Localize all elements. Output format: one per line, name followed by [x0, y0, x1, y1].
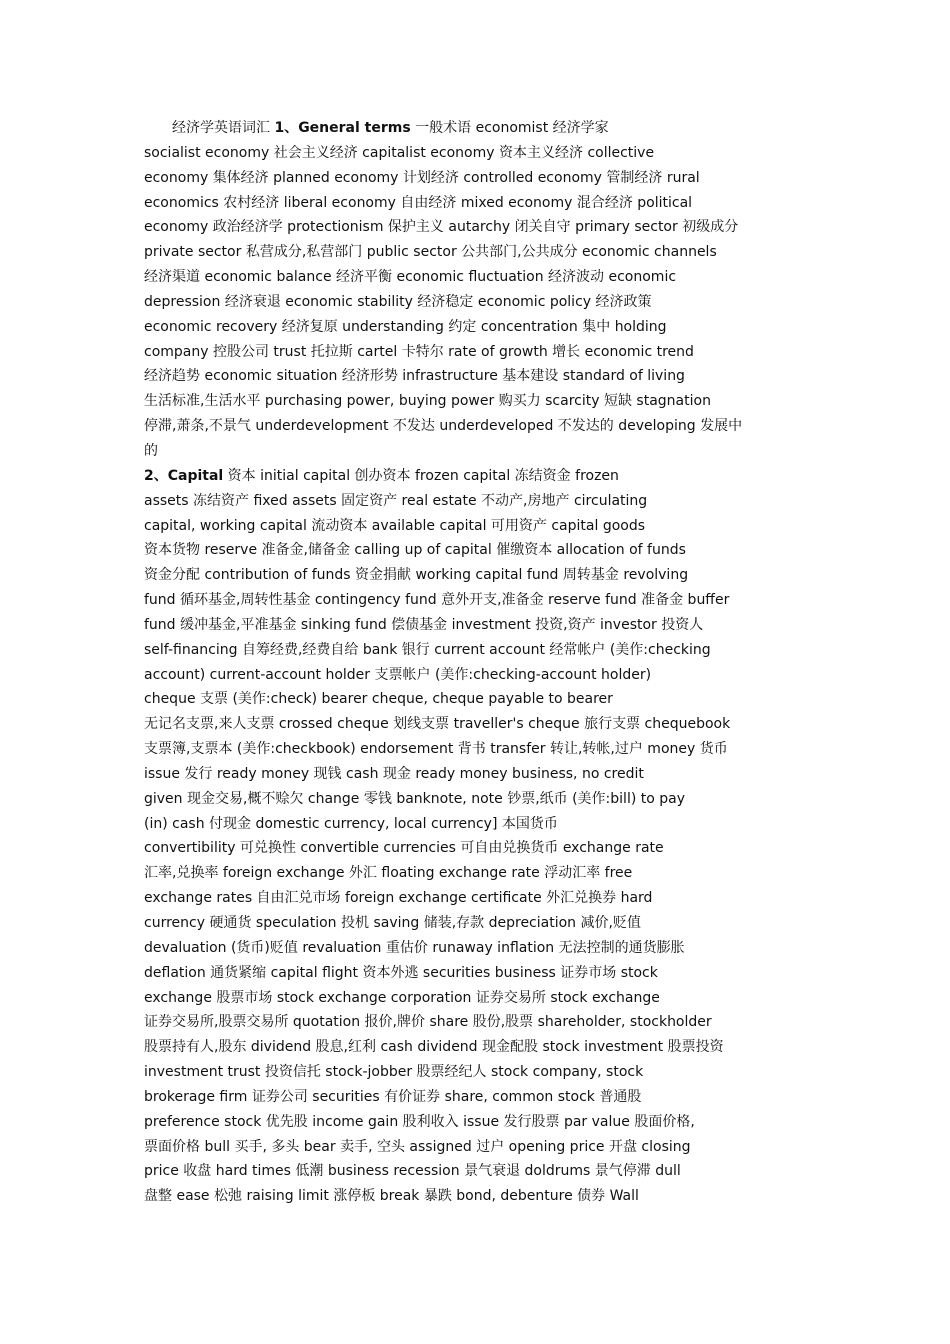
text-line — [144, 986, 812, 1011]
text-line — [144, 1035, 812, 1060]
text-line — [144, 389, 812, 414]
text-segment: (in) cash 付现金 domestic currency, local currency] 本国货币 — [144, 815, 558, 832]
text-segment: exchange 股票市场 stock exchange corporation 证券交易所 stock exchange — [144, 989, 660, 1006]
text-segment: economics 农村经济 liberal economy 自由经济 mixed economy 混合经济 political — [144, 194, 693, 211]
text-line — [144, 1159, 812, 1184]
text-segment: 资本货物 reserve 准备金,储备金 calling up of capital 催缴资本 allocation of funds — [144, 542, 686, 559]
text-line — [144, 240, 812, 265]
text-segment: self-financing 自筹经费,经费自给 bank 银行 current account 经常帐户 (美作:checking — [144, 641, 711, 658]
text-segment: price 收盘 hard times 低潮 business recession 景气衰退 doldrums 景气停滞 dull — [144, 1163, 681, 1180]
text-line — [144, 141, 812, 166]
text-segment: 支票簿,支票本 (美作:checkbook) endorsement 背书 transfer 转让,转帐,过户 money 货币 — [144, 741, 728, 758]
text-segment: economy 政治经济学 protectionism 保护主义 autarchy 闭关自守 primary sector 初级成分 — [144, 219, 739, 236]
text-line — [144, 687, 812, 712]
text-segment: investment trust 投资信托 stock-jobber 股票经纪人 stock company, stock — [144, 1064, 644, 1081]
text-line — [144, 588, 812, 613]
text-line — [144, 836, 812, 861]
text-segment: 盘整 ease 松弛 raising limit 涨停板 break 暴跌 bond, debenture 债券 Wall — [144, 1188, 639, 1205]
text-line — [144, 265, 812, 290]
text-segment: preference stock 优先股 income gain 股利收入 issue 发行股票 par value 股面价格, — [144, 1113, 695, 1130]
text-segment: fund 缓冲基金,平准基金 sinking fund 偿债基金 investment 投资,资产 investor 投资人 — [144, 616, 704, 633]
text-line — [144, 1110, 812, 1135]
text-segment: company 控股公司 trust 托拉斯 cartel 卡特尔 rate of growth 增长 economic trend — [144, 343, 694, 360]
text-segment: 股票持有人,股东 dividend 股息,红利 cash dividend 现金配股 stock investment 股票投资 — [144, 1039, 724, 1056]
text-line — [144, 812, 812, 837]
text-line — [144, 166, 812, 191]
text-line — [144, 315, 812, 340]
text-segment: devaluation (货币)贬值 revaluation 重估价 runaway inflation 无法控制的通货膨胀 — [144, 939, 685, 956]
text-line — [144, 1184, 812, 1209]
text-segment: assets 冻结资产 fixed assets 固定资产 real estate 不动产,房地产 circulating — [144, 492, 648, 509]
text-segment: fund 循环基金,周转性基金 contingency fund 意外开支,准备金 reserve fund 准备金 buffer — [144, 592, 730, 609]
text-line — [144, 414, 812, 439]
text-line — [144, 1060, 812, 1085]
text-line — [144, 663, 812, 688]
text-segment: 票面价格 bull 买手, 多头 bear 卖手, 空头 assigned 过户 opening price 开盘 closing — [144, 1138, 691, 1155]
text-line — [144, 1010, 812, 1035]
text-line — [144, 538, 812, 563]
text-line — [144, 290, 812, 315]
text-segment: 的 — [144, 442, 158, 459]
text-segment: socialist economy 社会主义经济 capitalist economy 资本主义经济 collective — [144, 144, 655, 161]
text-line — [144, 712, 812, 737]
text-line — [144, 762, 812, 787]
text-segment: convertibility 可兑换性 convertible currencies 可自由兑换货币 exchange rate — [144, 840, 664, 857]
text-line — [144, 1135, 812, 1160]
text-segment: account) current-account holder 支票帐户 (美作:checking-account holder) — [144, 666, 652, 683]
text-line — [144, 861, 812, 886]
text-segment: issue 发行 ready money 现钱 cash 现金 ready money business, no credit — [144, 765, 644, 782]
text-segment: given 现金交易,概不赊欠 change 零钱 banknote, note 钞票,纸币 (美作:bill) to pay — [144, 790, 686, 807]
text-line — [144, 191, 812, 216]
text-line — [144, 787, 812, 812]
text-segment: 资本 initial capital 创办资本 frozen capital 冻结资金 frozen — [223, 467, 619, 484]
text-segment: cheque 支票 (美作:check) bearer cheque, cheque payable to bearer — [144, 691, 613, 708]
text-line — [144, 638, 812, 663]
text-segment: economic recovery 经济复原 understanding 约定 concentration 集中 holding — [144, 318, 667, 335]
text-line — [144, 563, 812, 588]
text-line — [144, 215, 812, 240]
text-line — [144, 464, 812, 489]
text-line — [144, 514, 812, 539]
vocabulary-text-block — [144, 116, 812, 1209]
text-line — [144, 489, 812, 514]
text-segment: 无记名支票,来人支票 crossed cheque 划线支票 traveller's cheque 旅行支票 chequebook — [144, 716, 731, 733]
section-heading: 2、Capital — [144, 467, 224, 484]
text-line — [144, 961, 812, 986]
text-segment: 证券交易所,股票交易所 quotation 报价,牌价 share 股份,股票 shareholder, stockholder — [144, 1014, 712, 1031]
text-segment: 一般术语 economist 经济学家 — [410, 120, 609, 136]
text-segment: 经济学英语词汇 — [144, 120, 275, 136]
text-segment: currency 硬通货 speculation 投机 saving 储装,存款 depreciation 减价,贬值 — [144, 915, 641, 931]
text-segment: 经济趋势 economic situation 经济形势 infrastructure 基本建设 standard of living — [144, 368, 685, 385]
section-heading: 1、General terms — [274, 120, 411, 136]
text-line — [144, 613, 812, 638]
text-line — [144, 911, 812, 936]
text-segment: brokerage firm 证券公司 securities 有价证券 share, common stock 普通股 — [144, 1088, 642, 1105]
text-line — [144, 439, 812, 464]
text-segment: 汇率,兑换率 foreign exchange 外汇 floating exchange rate 浮动汇率 free — [144, 865, 633, 882]
text-line — [144, 886, 812, 911]
text-segment: 生活标准,生活水平 purchasing power, buying power 购买力 scarcity 短缺 stagnation — [144, 393, 711, 410]
text-segment: deflation 通货紧缩 capital flight 资本外逃 securities business 证券市场 stock — [144, 964, 658, 981]
text-line — [144, 116, 812, 141]
text-segment: 经济渠道 economic balance 经济平衡 economic fluctuation 经济波动 economic — [144, 269, 677, 286]
text-line — [144, 340, 812, 365]
text-segment: 停滞,萧条,不景气 underdevelopment 不发达 underdeveloped 不发达的 developing 发展中 — [144, 418, 743, 435]
text-segment: private sector 私营成分,私营部门 public sector 公共部门,公共成分 economic channels — [144, 244, 717, 261]
text-line — [144, 936, 812, 961]
text-segment: exchange rates 自由汇兑市场 foreign exchange certificate 外汇兑换券 hard — [144, 890, 653, 907]
text-segment: capital, working capital 流动资本 available capital 可用资产 capital goods — [144, 517, 646, 534]
text-segment: 资金分配 contribution of funds 资金捐献 working capital fund 周转基金 revolving — [144, 567, 689, 584]
text-line — [144, 1085, 812, 1110]
text-line — [144, 364, 812, 389]
text-line — [144, 737, 812, 762]
text-segment: depression 经济衰退 economic stability 经济稳定 economic policy 经济政策 — [144, 293, 652, 310]
text-segment: economy 集体经济 planned economy 计划经济 controlled economy 管制经济 rural — [144, 169, 700, 186]
